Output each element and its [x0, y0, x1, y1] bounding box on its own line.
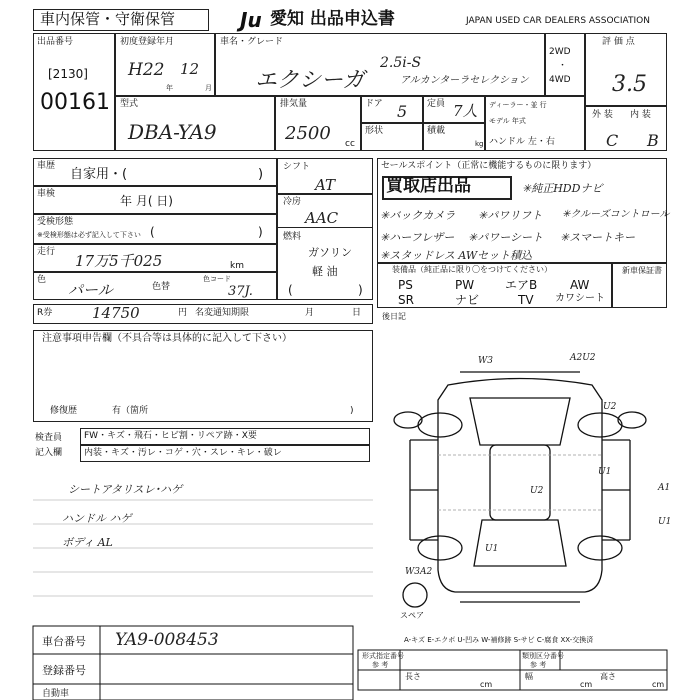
disp-unit: cc	[345, 139, 355, 149]
handle-label: ハンドル 左・右	[489, 137, 555, 147]
buyout-stamp-text: 買取店出品	[386, 176, 471, 196]
inspector-comment: ボディ AL	[62, 536, 113, 549]
interior-label: 内 装	[630, 110, 651, 120]
equip-tv[interactable]: TV	[518, 293, 534, 307]
receipt-paren: (	[150, 225, 155, 239]
year-mark: 年	[166, 84, 173, 92]
length-label: 長さ	[405, 672, 421, 681]
disp-label: 排気量	[280, 99, 308, 109]
receipt-note: ※受検形態は必ず記入して下さい	[37, 231, 141, 239]
equip-ps[interactable]: PS	[398, 278, 413, 292]
name-change-month: 月	[305, 308, 315, 318]
inspector-row2-text: 内装・キズ・汚レ・コゲ・穴・スレ・キレ・破レ	[84, 448, 282, 458]
sales-item: ✳スタッドレス AWセット積込	[380, 249, 533, 262]
reg-label: 登録番号	[42, 664, 86, 677]
spare-label: スペア	[400, 611, 424, 620]
width-label: 幅	[525, 672, 533, 681]
color-label: 色	[37, 275, 47, 285]
fuel-gas: ガソリン	[308, 246, 352, 259]
r-unit: 円	[178, 308, 188, 318]
damage-mark: A1	[658, 483, 671, 493]
org-subtitle: JAPAN USED CAR DEALERS ASSOCIATION	[466, 16, 650, 26]
month-mark: 月	[205, 84, 212, 92]
last-label: 自動車	[42, 689, 70, 699]
inspector-label: 検査員	[35, 433, 63, 443]
capacity-value: 7人	[453, 102, 478, 120]
color-code-label: 色コード	[203, 275, 231, 283]
type-value: DBA-YA9	[128, 120, 217, 144]
load-unit: kg	[475, 140, 484, 148]
door-label: ドア	[365, 99, 383, 109]
damage-mark: U2	[530, 486, 544, 496]
damage-mark: W3A2	[405, 567, 433, 577]
ju-logo: Ju	[240, 8, 262, 32]
drive-2wd: 2WD	[549, 47, 571, 57]
history-label: 車歴	[37, 161, 56, 171]
model-year-label: モデル 年式	[489, 117, 526, 125]
grade: 2.5i-S	[380, 55, 422, 71]
sales-item: ✳バックカメラ	[380, 209, 456, 222]
width-unit: cm	[580, 680, 593, 689]
inspection-date: 年 月( 日)	[120, 194, 173, 208]
repair-close: )	[350, 406, 354, 416]
first-reg-era: H22	[128, 60, 165, 80]
storage-label: 車内保管・守衛保管	[40, 10, 176, 28]
height-label: 高さ	[600, 672, 616, 681]
exterior-label: 外 装	[592, 110, 613, 120]
drive-4wd: 4WD	[549, 75, 571, 85]
color-change-label: 色替	[152, 282, 171, 292]
disp-value: 2500	[285, 123, 331, 144]
inspector-row1-text: FW・キズ・飛石・ヒビ割・リペア跡・X要	[84, 431, 257, 441]
grade-sub: アルカンターラセレクション	[400, 75, 529, 86]
shift-value: AT	[315, 176, 336, 194]
chassis-label: 車台番号	[42, 635, 86, 648]
history-close: )	[258, 167, 264, 182]
lot-number: 00161	[40, 90, 110, 115]
name-change-day: 日	[352, 308, 362, 318]
chassis-value: YA9-008453	[115, 630, 219, 650]
shift-label: シフト	[283, 162, 311, 172]
r-value: 14750	[92, 304, 140, 322]
sales-item: ✳ハーフレザー	[380, 231, 455, 244]
type-ref: 参 考	[372, 661, 389, 669]
mileage-label: 走行	[37, 247, 56, 257]
type-designation-label: 形式指定番号	[362, 652, 404, 660]
fuel-paren-open: (	[288, 283, 293, 297]
after-label: 後日記	[382, 312, 406, 321]
lot-bracket: [2130]	[48, 67, 88, 81]
fuel-diesel: 軽 油	[312, 265, 338, 278]
damage-legend: A-キズ E-エクボ U-凹み W-補修跡 S-サビ C-腐食 XX-交換済	[404, 636, 594, 644]
first-reg-label: 初度登録年月	[120, 37, 175, 47]
dealer-label: ディーラー・並 行	[489, 101, 547, 109]
receipt-close: )	[258, 225, 263, 239]
sales-item: ✳パワリフト	[478, 209, 543, 222]
first-reg-month: 12	[180, 60, 200, 78]
model-name: エクシーガ	[255, 68, 365, 93]
mileage-value: 17万5千025	[75, 252, 163, 270]
lot-label: 出品番号	[37, 37, 74, 47]
inspector-label2: 記入欄	[35, 448, 63, 458]
equip-aw[interactable]: AW	[570, 278, 590, 292]
sales-item: ✳クルーズコントロール	[562, 209, 670, 220]
capacity-label: 定員	[427, 99, 446, 109]
sales-item: ✳純正HDDナビ	[522, 182, 603, 195]
org-title: 愛知 出品申込書	[270, 9, 395, 29]
inspection-label: 車検	[37, 189, 56, 199]
repair-value: 有（箇所	[112, 406, 149, 416]
inspector-comment: ハンドル ハゲ	[62, 512, 132, 525]
color-value: パール	[68, 281, 113, 299]
sales-label: セールスポイント（正常に機能するものに限ります）	[381, 161, 597, 171]
drive-dot: ・	[558, 61, 568, 71]
receipt-label: 受検形態	[37, 217, 74, 227]
equip-sr[interactable]: SR	[398, 293, 414, 307]
damage-mark: W3	[478, 356, 493, 366]
repair-label: 修復歴	[50, 406, 78, 416]
damage-mark: U1	[485, 544, 499, 554]
damage-mark: U2	[603, 402, 617, 412]
damage-mark: U1	[658, 517, 672, 527]
r-label: R券	[37, 308, 53, 318]
damage-mark: U1	[598, 467, 612, 477]
class-designation-label: 類別区分番号	[522, 652, 564, 660]
class-ref: 参 考	[530, 661, 547, 669]
interior-grade: B	[647, 131, 659, 150]
equip-seat[interactable]: カワシート	[555, 293, 605, 304]
model-label: 車名・グレード	[220, 37, 284, 47]
shape-label: 形状	[365, 126, 384, 136]
mileage-unit: km	[230, 261, 244, 271]
cooler-label: 冷房	[283, 197, 302, 207]
fuel-paren-close: )	[358, 283, 363, 297]
fuel-label: 燃料	[283, 232, 302, 242]
history-value: 自家用・(	[70, 167, 128, 182]
length-unit: cm	[480, 680, 493, 689]
equip-airbag[interactable]: エアB	[505, 278, 538, 292]
load-label: 積載	[427, 126, 446, 136]
door-value: 5	[397, 102, 408, 121]
score-value: 3.5	[612, 72, 647, 97]
notice-label: 注意事項申告欄（不具合等は具体的に記入して下さい）	[42, 333, 292, 344]
exterior-grade: C	[606, 131, 619, 150]
equip-pw[interactable]: PW	[455, 278, 475, 292]
score-label: 評 価 点	[602, 37, 635, 47]
damage-mark: A2U2	[570, 353, 596, 363]
equip-navi[interactable]: ナビ	[455, 293, 480, 307]
height-unit: cm	[652, 680, 665, 689]
cooler-value: AAC	[305, 209, 339, 227]
sales-item: ✳パワーシート	[468, 231, 543, 244]
equip-label: 装備品（純正品に限り〇をつけてください）	[392, 265, 552, 274]
inspector-comment: シートアタリスレ･ハゲ	[68, 483, 183, 496]
new-car-label: 新車保証書	[622, 266, 662, 275]
color-code-value: 37J.	[228, 284, 253, 299]
sales-item: ✳スマートキー	[560, 231, 635, 244]
name-change-label: 名変通知期限	[195, 308, 250, 318]
type-label: 型式	[120, 99, 139, 109]
